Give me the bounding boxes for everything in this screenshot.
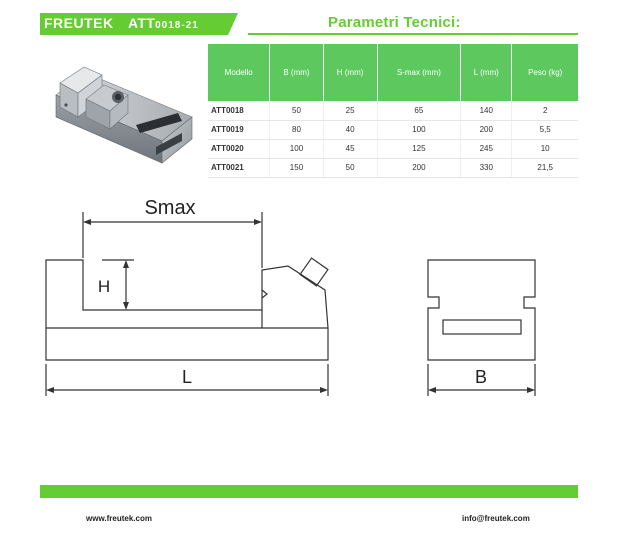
model-code <box>128 15 199 31</box>
arrowhead <box>527 387 535 393</box>
website-link[interactable]: www.freutek.com <box>86 514 152 523</box>
cell-b: 80 <box>270 120 323 139</box>
cell-b: 150 <box>270 158 323 177</box>
cell-model: ATT0018 <box>208 101 270 120</box>
cell-model: ATT0020 <box>208 139 270 158</box>
cell-l: 140 <box>461 101 512 120</box>
b-label: B <box>474 367 488 387</box>
arrowhead <box>428 387 436 393</box>
model-suffix: 0018-21 <box>155 20 199 31</box>
header-weight: Peso (kg) <box>512 44 578 101</box>
smax-label: Smax <box>144 197 196 219</box>
cell-h: 45 <box>323 139 377 158</box>
cell-b: 100 <box>270 139 323 158</box>
specs-table <box>208 44 578 178</box>
l-label: L <box>181 367 193 387</box>
title-underline <box>248 33 578 35</box>
arrowhead <box>123 302 129 310</box>
side-view-notch <box>262 290 267 298</box>
cell-weight: 21,5 <box>512 158 578 177</box>
cell-b: 50 <box>270 101 323 120</box>
cell-model: ATT0019 <box>208 120 270 139</box>
side-view-outline <box>46 260 328 360</box>
header-l: L (mm) <box>461 44 512 101</box>
cell-smax: 65 <box>377 101 461 120</box>
cell-weight: 5,5 <box>512 120 578 139</box>
front-view-outline <box>428 260 535 360</box>
cell-h: 50 <box>323 158 377 177</box>
cell-smax: 200 <box>377 158 461 177</box>
table-row <box>208 158 578 177</box>
table-row <box>208 101 578 120</box>
cell-weight: 10 <box>512 139 578 158</box>
cell-weight: 2 <box>512 101 578 120</box>
cell-h: 40 <box>323 120 377 139</box>
model-prefix: ATT <box>128 15 156 31</box>
page-title: Parametri Tecnici: <box>328 14 461 31</box>
header-b: B (mm) <box>270 44 323 101</box>
front-view-slot <box>443 320 521 334</box>
arrowhead <box>46 387 54 393</box>
product-photo <box>44 55 194 175</box>
h-label: H <box>97 277 111 296</box>
technical-drawing <box>30 190 590 410</box>
arrowhead <box>123 260 129 268</box>
table-row <box>208 120 578 139</box>
cell-h: 25 <box>323 101 377 120</box>
table-row <box>208 139 578 158</box>
cell-smax: 125 <box>377 139 461 158</box>
email-link[interactable]: info@freutek.com <box>462 514 530 523</box>
brand-name: FREUTEK <box>44 15 114 31</box>
arrowhead <box>83 219 91 225</box>
footer-bar <box>40 485 578 498</box>
arrowhead <box>320 387 328 393</box>
knob-shape <box>300 258 328 286</box>
cell-smax: 100 <box>377 120 461 139</box>
header-smax: S-max (mm) <box>377 44 461 101</box>
cell-model: ATT0021 <box>208 158 270 177</box>
cell-l: 200 <box>461 120 512 139</box>
header-h: H (mm) <box>323 44 377 101</box>
arrowhead <box>254 219 262 225</box>
table-header-row <box>208 44 578 101</box>
cell-l: 330 <box>461 158 512 177</box>
header-model: Modello <box>208 44 270 101</box>
cell-l: 245 <box>461 139 512 158</box>
